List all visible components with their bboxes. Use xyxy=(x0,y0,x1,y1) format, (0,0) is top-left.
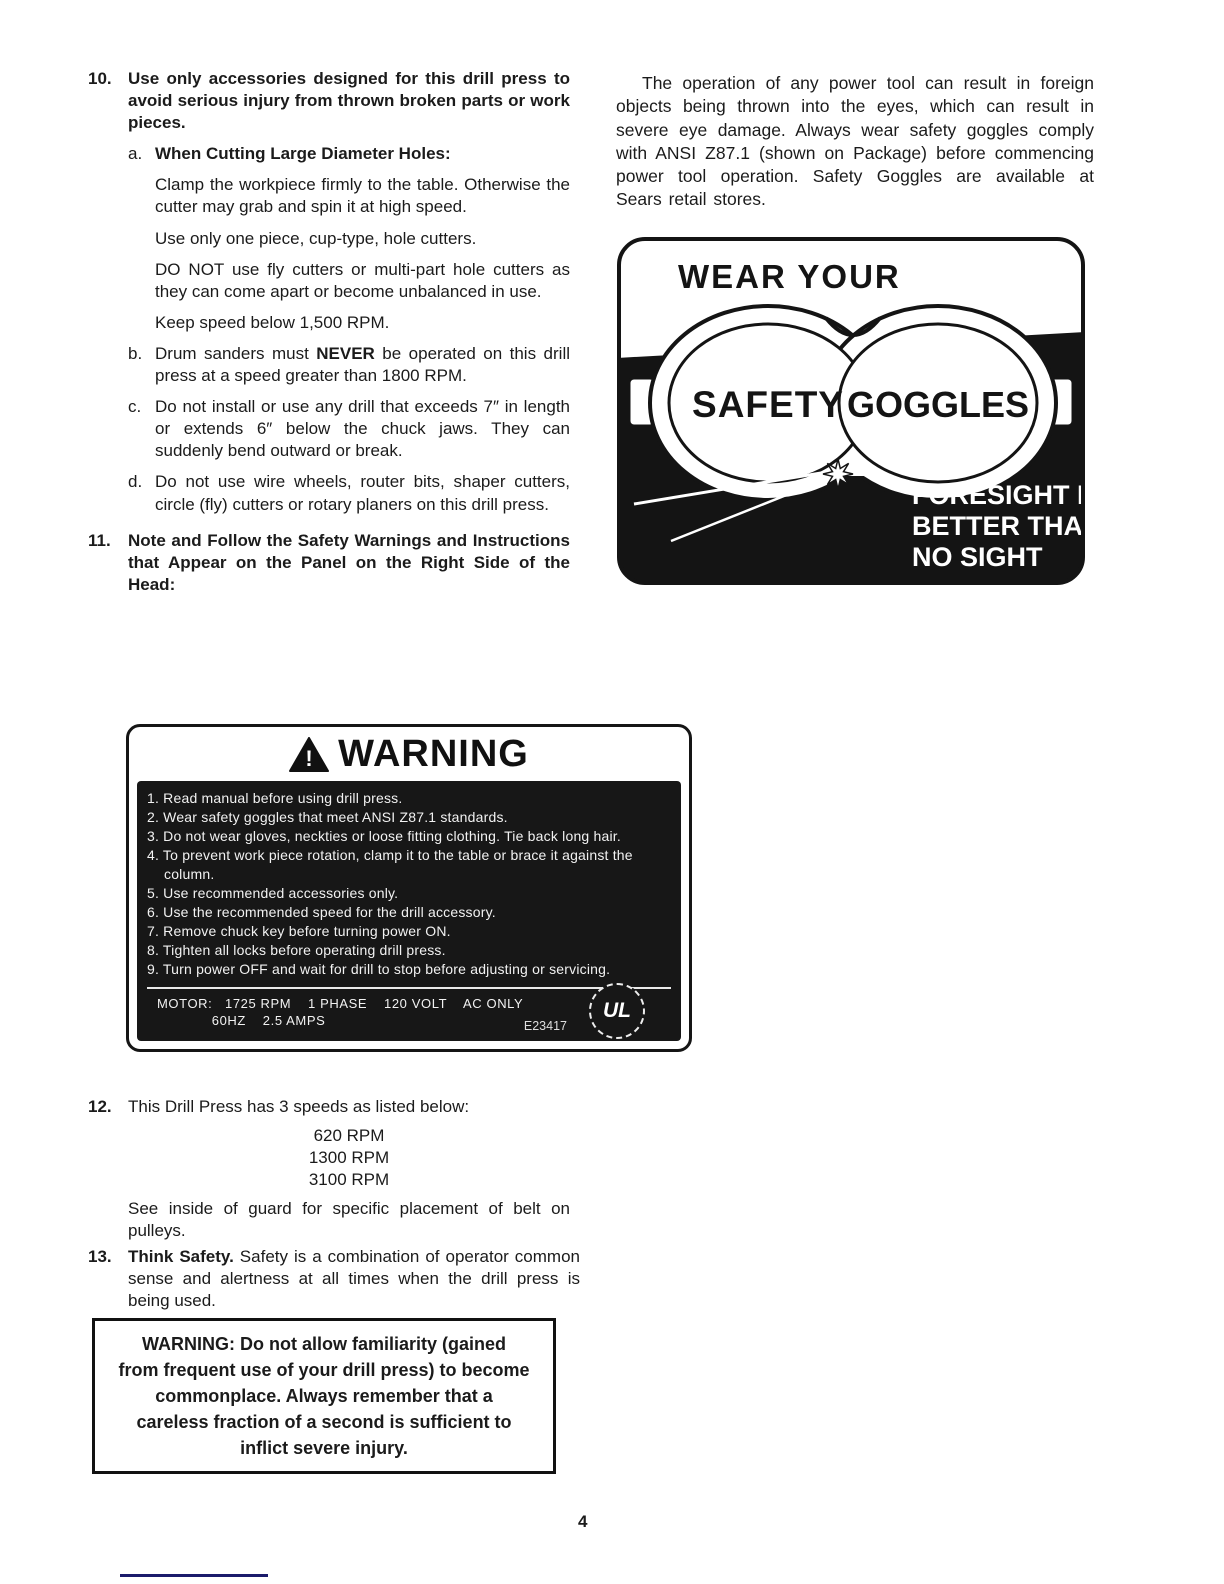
item-12-intro: This Drill Press has 3 speeds as listed below: xyxy=(128,1097,470,1116)
lens-text-safety: SAFETY xyxy=(692,384,844,425)
speed-value: 1300 RPM xyxy=(308,1148,390,1168)
bottom-warning-line: inflict severe injury. xyxy=(240,1438,408,1458)
warning-rule: 4. To prevent work piece rotation, clamp it to the table or brace it against the column. xyxy=(147,847,633,882)
warning-rules-panel xyxy=(137,781,681,1041)
item-10a-letter: a. xyxy=(128,144,143,164)
item-12 xyxy=(88,1096,570,1242)
item-10a-paragraph: Clamp the workpiece firmly to the table. Otherwise the cutter may grab and spin it at high speed. xyxy=(155,175,570,217)
item-11-number: 11. xyxy=(88,530,111,550)
item-12-note: See inside of guard for specific placement of belt on pulleys. xyxy=(128,1199,570,1241)
slogan-line: BETTER THAN xyxy=(912,511,1086,541)
goggles-graphic-icon xyxy=(616,236,1086,586)
warning-rule: 6. Use the recommended speed for the drill accessory. xyxy=(147,904,496,920)
left-column xyxy=(88,68,570,596)
item-13-text: Think Safety. Safety is a combination of operator common sense and alertness at all times when the drill press is being used. xyxy=(128,1247,580,1311)
page-number: 4 xyxy=(578,1512,588,1531)
impact-starburst-icon xyxy=(823,459,853,489)
item-10a-paragraph: DO NOT use fly cutters or multi-part hole cutters as they can come apart or become unbalanced in use. xyxy=(155,259,570,301)
safety-goggles-illustration xyxy=(616,236,1086,586)
motor-spec-line1: MOTOR: 1725 RPM 1 PHASE 120 VOLT AC ONLY xyxy=(157,996,524,1011)
motor-spec-line2: 60HZ 2.5 AMPS xyxy=(157,1013,326,1028)
bottom-warning-line: commonplace. Always remember that a xyxy=(155,1386,493,1406)
item-10b-letter: b. xyxy=(128,343,143,363)
warning-rule: 2. Wear safety goggles that meet ANSI Z87.1 standards. xyxy=(147,809,508,825)
item-10c-letter: c. xyxy=(128,397,142,417)
item-10c xyxy=(128,396,570,462)
item-10b-text: Drum sanders must NEVER be operated on this drill press at a speed greater than 1800 RPM. xyxy=(155,343,570,386)
footer-rule xyxy=(120,1574,268,1577)
bottom-warning-line: from frequent use of your drill press) to become xyxy=(118,1360,530,1380)
item-10d-text: Do not use wire wheels, router bits, shaper cutters, circle (fly) cutters or rotary planers on this drill press. xyxy=(155,472,570,514)
item-11 xyxy=(88,530,570,596)
item-10d xyxy=(128,471,570,515)
warning-rule: 9. Turn power OFF and wait for drill to stop before adjusting or servicing. xyxy=(147,961,611,977)
item-13 xyxy=(88,1246,580,1312)
item-10a xyxy=(128,143,570,334)
ul-listed-seal-icon: UL xyxy=(589,983,645,1039)
svg-text:!: ! xyxy=(305,745,313,771)
warning-label-title xyxy=(137,731,681,781)
warning-rule: 3. Do not wear gloves, neckties or loose fitting clothing. Tie back long hair. xyxy=(147,828,621,844)
warning-rule: 5. Use recommended accessories only. xyxy=(147,885,399,901)
lens-text-goggles: GOGGLES xyxy=(846,384,1030,425)
item-11-title: Note and Follow the Safety Warnings and Instructions that Appear on the Panel on the Right Side of the Head: xyxy=(128,530,570,594)
warning-label-title-text: WARNING xyxy=(338,733,529,775)
slogan-line: NO SIGHT xyxy=(912,542,1043,572)
warning-panel-label xyxy=(126,724,692,1052)
item-10a-paragraph: Use only one piece, cup-type, hole cutters. xyxy=(155,228,477,248)
item-10c-text: Do not install or use any drill that exceeds 7″ in length or extends 6″ below the chuck jaws. They can suddenly bend outward or break. xyxy=(155,397,570,461)
item-10-number: 10. xyxy=(88,69,112,88)
item-13-number: 13. xyxy=(88,1247,112,1266)
item-10-title: Use only accessories designed for this drill press to avoid serious injury from thrown broken parts or work pieces. xyxy=(128,69,570,133)
warning-rule: 1. Read manual before using drill press. xyxy=(147,790,403,806)
item-10b xyxy=(128,343,570,387)
item-10 xyxy=(88,68,570,134)
speed-value: 620 RPM xyxy=(313,1126,385,1146)
item-12-number: 12. xyxy=(88,1097,112,1116)
bottom-warning-line: careless fraction of a second is sufficient to xyxy=(136,1412,512,1432)
eye-safety-paragraph: The operation of any power tool can result in foreign objects being thrown into the eyes, which can result in severe eye damage. Always wear safety goggles comply with ANSI Z87.1 (shown on Package) before commencing power tool operation. Safety Goggles are available at Sears retail stores. xyxy=(616,73,1094,210)
warning-rule: 7. Remove chuck key before turning power ON. xyxy=(147,923,451,939)
item-10a-heading: When Cutting Large Diameter Holes: xyxy=(155,144,451,164)
goggles-header-text: WEAR YOUR xyxy=(678,258,901,295)
item-10a-paragraph: Keep speed below 1,500 RPM. xyxy=(155,312,390,332)
slogan-line: FORESIGHT IS xyxy=(912,480,1086,510)
bottom-warning-box xyxy=(92,1318,556,1474)
warning-triangle-icon xyxy=(289,737,329,773)
label-part-code: E23417 xyxy=(523,1019,567,1033)
right-column xyxy=(616,72,1094,212)
speed-list xyxy=(128,1125,570,1191)
item-10d-letter: d. xyxy=(128,472,143,492)
bottom-warning-line: WARNING: Do not allow familiarity (gained xyxy=(141,1334,507,1354)
warning-rule: 8. Tighten all locks before operating drill press. xyxy=(147,942,446,958)
speed-value: 3100 RPM xyxy=(308,1170,390,1190)
